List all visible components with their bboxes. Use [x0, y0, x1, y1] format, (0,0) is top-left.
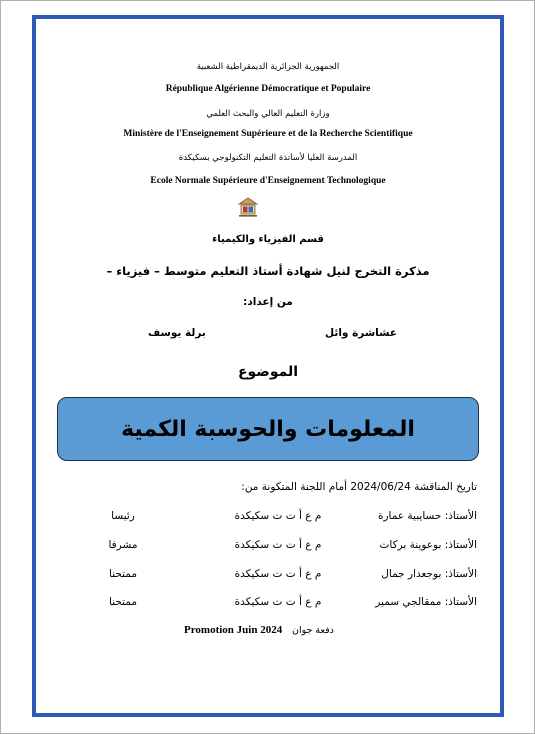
jury-role: ممتحنا [108, 596, 137, 608]
jury-role: مشرفا [108, 539, 138, 551]
jury-name: الأستاذ: بوعوينة بركات [379, 539, 477, 551]
promotion-ar: دفعة جوان [292, 625, 334, 636]
school-fr: Ecole Normale Supérieure d'Enseignement Technologique [150, 176, 386, 186]
school-emblem-icon [236, 195, 260, 219]
ministry-ar: وزارة التعليم العالي والبحث العلمي [206, 109, 330, 119]
ministry-fr: Ministère de l'Enseignement Supérieure et de la Recherche Scientifique [123, 129, 413, 139]
subject-label: الموضوع [237, 364, 299, 380]
thesis-title: المعلومات والحوسبة الكمية [121, 416, 415, 442]
jury-name: الأستاذ: بوجعدار جمال [381, 568, 477, 580]
thesis-title-box [57, 397, 479, 461]
jury-institution: م ع أ ت ت سكيكدة [234, 510, 322, 522]
memo-title: مذكرة التخرج لنيل شهادة أستاذ التعليم متوسط – فيزياء – [106, 264, 430, 278]
jury-institution: م ع أ ت ت سكيكدة [234, 539, 322, 551]
department: قسم الفيزياء والكيمياء [212, 234, 324, 245]
jury-role: ممتحنا [108, 568, 137, 580]
promotion-fr: Promotion Juin 2024 [184, 624, 283, 636]
republic-fr: République Algérienne Démocratique et Populaire [165, 84, 371, 94]
jury-institution: م ع أ ت ت سكيكدة [234, 596, 322, 608]
school-ar: المدرسة العليا لأساتذة التعليم التكنولوجي بسكيكدة [178, 153, 358, 163]
republic-ar: الجمهورية الجزائرية الديمقراطية الشعبية [196, 62, 340, 72]
jury-role: رئيسا [111, 510, 135, 522]
jury-institution: م ع أ ت ت سكيكدة [234, 568, 322, 580]
prepared-by-label: من إعداد: [243, 296, 293, 308]
discussion-date: تاريخ المناقشة 2024/06/24 أمام اللجنة المتكونة من: [241, 481, 477, 493]
jury-name: الأستاذ: حسايبية عمارة [377, 510, 477, 522]
jury-name: الأستاذ: ممقالجي سمير [375, 596, 477, 608]
student-name: برلة يوسف [148, 327, 206, 339]
student-name: عشاشرة وائل [325, 327, 397, 339]
